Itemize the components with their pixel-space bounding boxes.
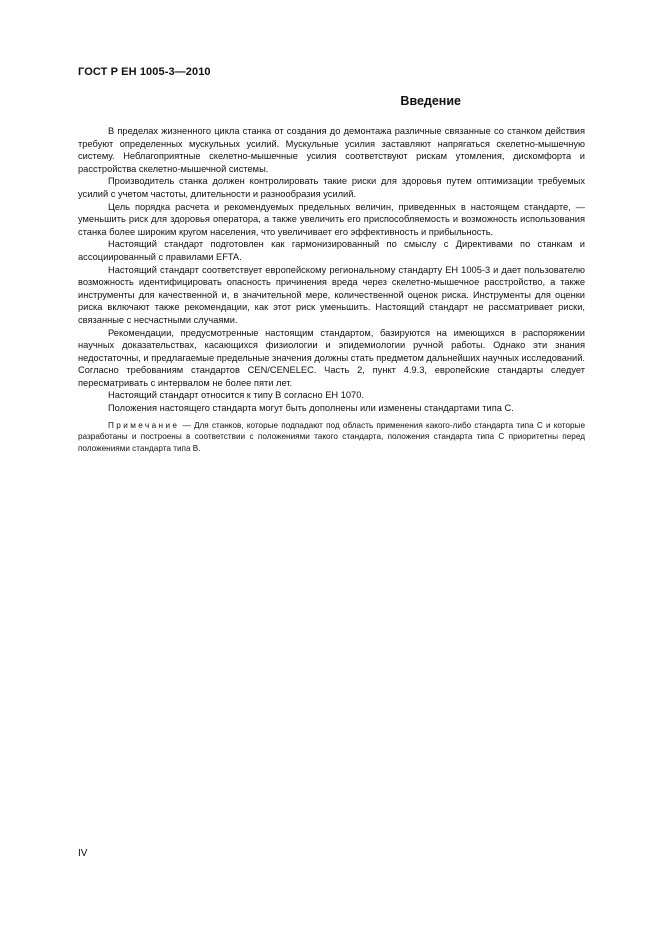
page-number: IV xyxy=(78,848,88,859)
paragraph: Настоящий стандарт соответствует европейскому региональному стандарту ЕН 1005-3 и дает пользователю возможность идентифицировать опасность причинения вреда через скелетно-мышечное расстройство, а также инструменты для качественной и, в значительной мере, количественной оценок риска. Инструменты для оценки риска включают также рекомендации, как этот риск уменьшить. Настоящий стандарт не рассматривает риски, связанные с несчастными случаями. xyxy=(78,264,585,325)
section-title xyxy=(78,94,598,108)
body-text xyxy=(78,125,585,454)
section-title-text: Введение xyxy=(400,94,461,108)
paragraph: Настоящий стандарт относится к типу В согласно ЕН 1070. xyxy=(108,390,364,401)
document-header: ГОСТ Р ЕН 1005-3—2010 xyxy=(78,66,211,78)
paragraph: Положения настоящего стандарта могут быть дополнены или изменены стандартами типа С. xyxy=(108,403,514,414)
paragraph: В пределах жизненного цикла станка от создания до демонтажа различные связанные со станком действия требуют определенных мускульных усилий. Мускульные усилия заставляют напрягаться скелетно-мышечную систему. Неблагоприятные скелетно-мышечные усилия соответствуют рискам утомления, дискомфорта и расстройства скелетно-мышечной системы. xyxy=(78,126,585,174)
note-text: — Для станков, которые подпадают под область применения какого-либо стандарта типа С и которые разработаны и построены в соответствии с положениями такого стандарта, положения стандарта типа С приоритетны перед положениями стандарта типа В. xyxy=(78,420,585,453)
paragraph: Рекомендации, предусмотренные настоящим стандартом, базируются на имеющихся в распоряжении научных доказательствах, касающихся физиологии и эпидемиологии ручной работы. Однако эти знания недостаточны, и предлагаемые предельные значения должны стать предметом дальнейших научных исследований. Согласно требованиям стандартов CEN/CENELEC. Часть 2, пункт 4.9.3, европейские стандарты следует пересматривать с интервалом не более пяти лет. xyxy=(78,327,585,388)
note xyxy=(78,420,585,455)
paragraph: Настоящий стандарт подготовлен как гармонизированный по смыслу с Директивами по станкам и ассоциированный с правилами EFTA. xyxy=(78,239,585,262)
paragraph: Цель порядка расчета и рекомендуемых предельных величин, приведенных в настоящем стандарте, — уменьшить риск для здоровья оператора, а также увеличить его приспособляемость и возможность использования станка более широким кругом населения, что увеличивает его эффективность и прибыльность. xyxy=(78,201,585,237)
paragraph: Производитель станка должен контролировать такие риски для здоровья путем оптимизации требуемых усилий с учетом частоты, длительности и разнообразия усилий. xyxy=(78,176,585,199)
note-label: Примечание xyxy=(108,420,180,430)
